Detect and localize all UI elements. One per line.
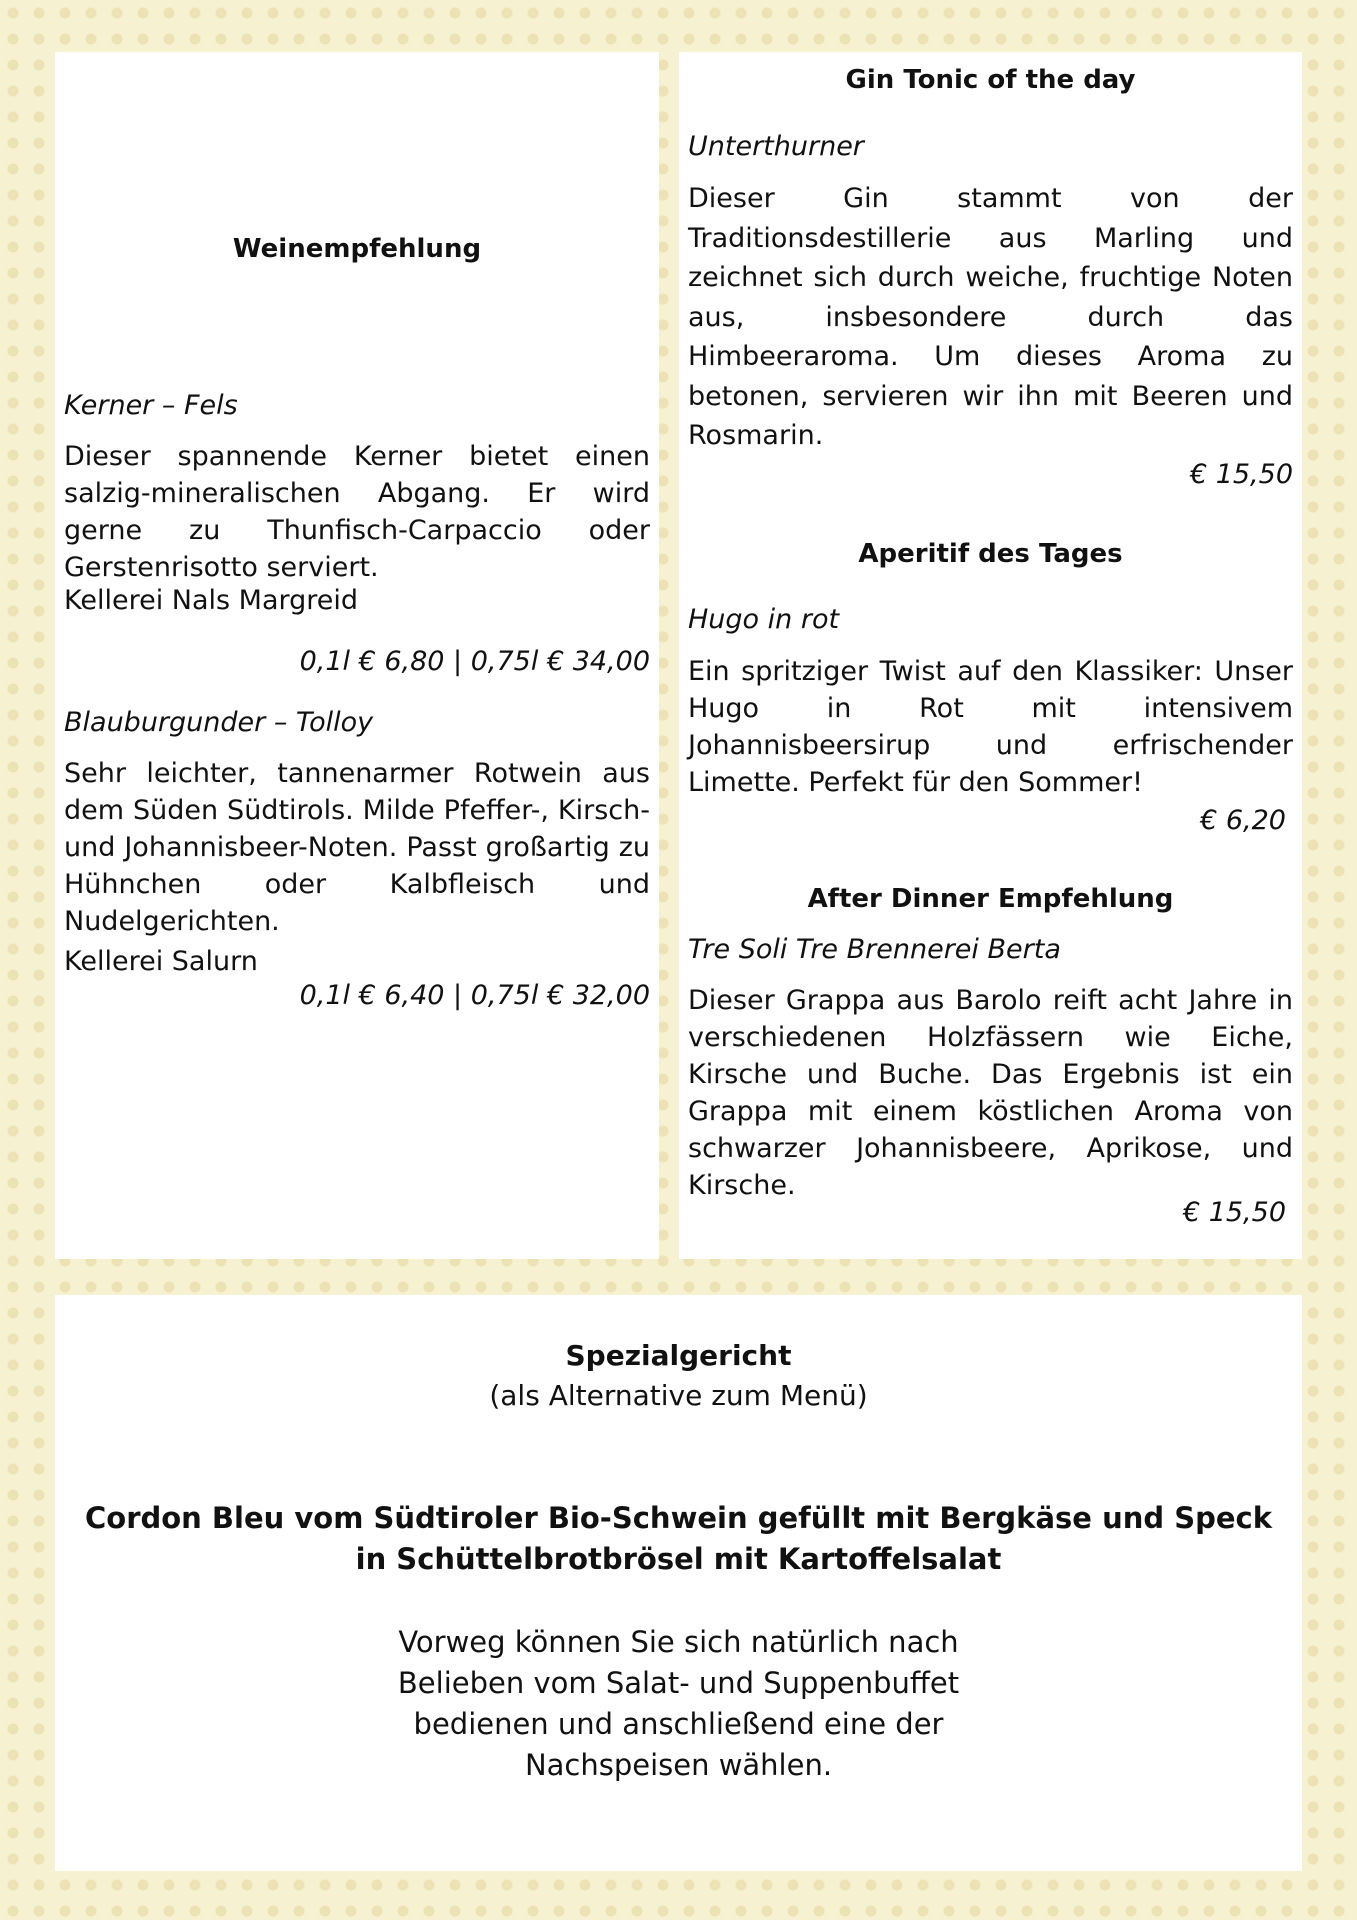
special-heading: Spezialgericht [565,1339,792,1372]
wine-name: Kerner – Fels [64,390,238,421]
drink-heading: Aperitif des Tages [858,539,1123,569]
drink-name: Unterthurner [688,131,864,162]
wine-price: 0,1l € 6,40 | 0,75l € 32,00 [299,980,650,1011]
drink-description: Ein spritziger Twist auf den Klassiker: Unser Hugo in Rot mit intensivem Johannisbeersirup und erfrischender Limette. Perfekt für den Sommer! [688,656,1293,798]
drink-heading: Gin Tonic of the day [845,65,1136,95]
wine-name: Blauburgunder – Tolloy [64,707,374,738]
special-note: Vorweg können Sie sich natürlich nach Belieben vom Salat- und Suppenbuffet bedienen und anschließend eine der Nachspeisen wählen. [397,1625,960,1782]
drink-heading: After Dinner Empfehlung [807,884,1174,914]
wine-heading: Weinempfehlung [232,234,482,264]
drink-price: € 6,20 [1200,805,1286,836]
wine-price: 0,1l € 6,80 | 0,75l € 34,00 [299,646,650,677]
wine-description: Sehr leichter, tannenarmer Rotwein aus dem Süden Südtirols. Milde Pfeffer-, Kirsch- und Johannisbeer-Noten. Passt großartig zu Hühnchen oder Kalbfleisch und Nudelgerichten. [64,758,650,937]
drink-price: € 15,50 [1182,1197,1286,1228]
special-dish: Cordon Bleu vom Südtiroler Bio-Schwein gefüllt mit Bergkäse und Speck in Schüttelbrotbrösel mit Kartoffelsalat [84,1501,1273,1576]
drinks-panel [679,52,1302,1259]
wine-winery: Kellerei Nals Margreid [64,585,359,616]
drink-name: Tre Soli Tre Brennerei Berta [688,934,1061,965]
drink-name: Hugo in rot [688,604,840,635]
wine-panel [55,52,659,1259]
drink-description: Dieser Grappa aus Barolo reift acht Jahre in verschiedenen Holzfässern wie Eiche, Kirsche und Buche. Das Ergebnis ist ein Grappa mit einem köstlichen Aroma von schwarzer Johannisbeere, Aprikose, und Kirsche. [688,985,1293,1201]
drink-price: € 15,50 [1189,459,1293,490]
drink-description: Dieser Gin stammt von der Traditionsdestillerie aus Marling und zeichnet sich durch weiche, fruchtige Noten aus, insbesondere durch das Himbeeraroma. Um dieses Aroma zu betonen, servieren wir ihn mit Beeren und Rosmarin. [688,183,1293,451]
wine-description: Dieser spannende Kerner bietet einen salzig-mineralischen Abgang. Er wird gerne zu Thunfisch-Carpaccio oder Gerstenrisotto serviert. [64,441,650,583]
wine-winery: Kellerei Salurn [64,946,258,977]
special-subheading: (als Alternative zum Menü) [489,1379,868,1412]
special-panel [55,1295,1302,1871]
